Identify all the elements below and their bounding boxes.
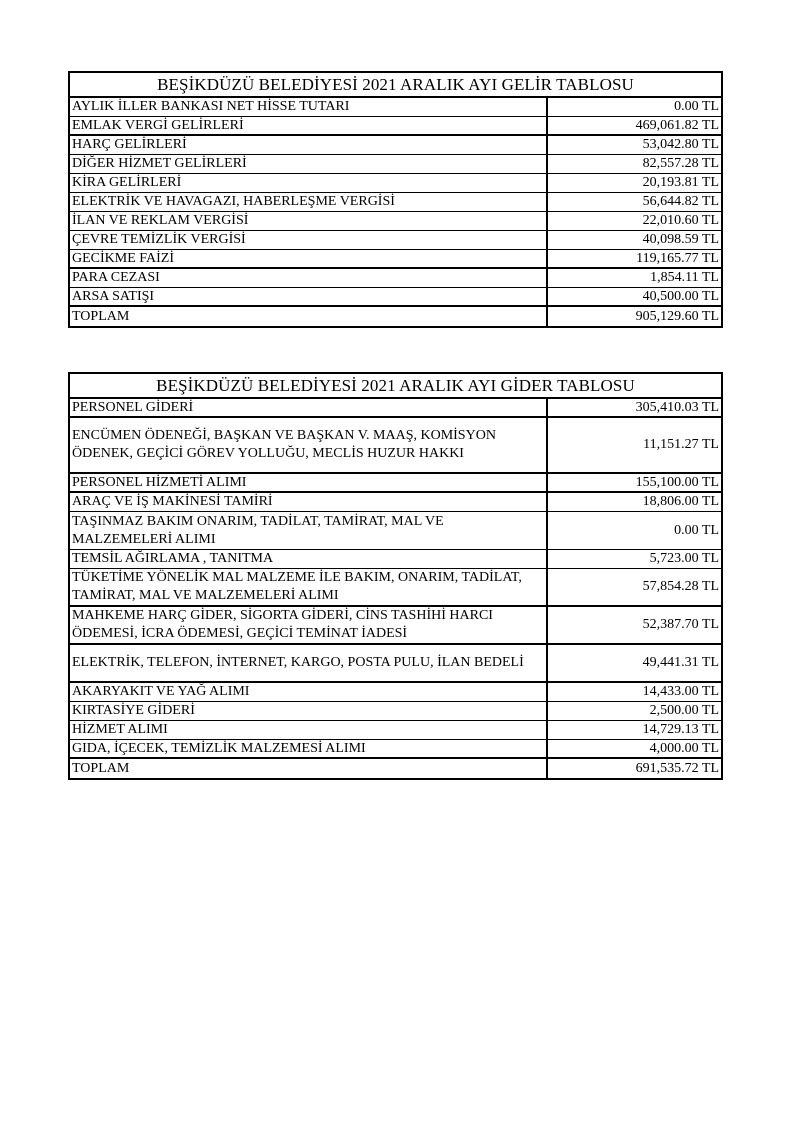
row-amount: 49,441.31 TL <box>642 655 719 670</box>
row-label: KIRTASİYE GİDERİ <box>70 702 548 720</box>
row-amount: 1,854.11 TL <box>650 270 719 285</box>
row-amount: 5,723.00 TL <box>649 551 719 566</box>
row-amount: 22,010.60 TL <box>642 213 719 228</box>
row-amount: 155,100.00 TL <box>635 474 719 490</box>
row-amount: 469,061.82 TL <box>635 117 719 133</box>
table-row <box>70 212 721 231</box>
row-amount: 40,098.59 TL <box>642 232 719 247</box>
row-label: ARSA SATIŞI <box>70 288 548 305</box>
row-label: İLAN VE REKLAM VERGİSİ <box>70 212 548 230</box>
table-row <box>70 512 721 550</box>
table-row <box>70 269 721 288</box>
total-row <box>70 307 721 326</box>
row-label: DİĞER HİZMET GELİRLERİ <box>70 155 548 173</box>
table-row <box>70 683 721 702</box>
row-amount: 2,500.00 TL <box>649 703 719 718</box>
table-row <box>70 645 721 683</box>
row-label: AKARYAKIT VE YAĞ ALIMI <box>70 683 548 701</box>
row-label: GECİKME FAİZİ <box>70 250 548 267</box>
table-row <box>70 399 721 418</box>
row-amount: 56,644.82 TL <box>642 194 719 209</box>
row-label: PERSONEL HİZMETİ ALIMI <box>70 474 548 491</box>
row-label: HARÇ GELİRLERİ <box>70 136 548 154</box>
total-amount: 691,535.72 TL <box>635 760 719 776</box>
total-amount: 905,129.60 TL <box>635 308 719 324</box>
table-row <box>70 231 721 250</box>
table-row <box>70 418 721 474</box>
expense-table <box>68 372 723 780</box>
row-amount: 305,410.03 TL <box>635 399 719 415</box>
table-row <box>70 740 721 759</box>
table-row <box>70 702 721 721</box>
income-table <box>68 71 723 328</box>
table-row <box>70 288 721 307</box>
row-label: TEMSİL AĞIRLAMA , TANITMA <box>70 550 548 568</box>
row-label: ENCÜMEN ÖDENEĞİ, BAŞKAN VE BAŞKAN V. MAAŞ, KOMİSYON ÖDENEK, GEÇİCİ GÖREV YOLLUĞU, MECLİS HUZUR HAKKI <box>70 418 548 472</box>
row-amount: 14,729.13 TL <box>642 722 719 737</box>
table-row <box>70 721 721 740</box>
row-amount: 52,387.70 TL <box>642 617 719 632</box>
row-label: PERSONEL GİDERİ <box>70 399 548 416</box>
total-label: TOPLAM <box>70 759 548 778</box>
row-amount: 4,000.00 TL <box>649 740 719 756</box>
table-row <box>70 98 721 117</box>
table-row <box>70 155 721 174</box>
row-amount: 20,193.81 TL <box>642 175 719 190</box>
row-label: KİRA GELİRLERİ <box>70 174 548 192</box>
row-label: AYLIK İLLER BANKASI NET HİSSE TUTARI <box>70 98 548 116</box>
row-amount: 11,151.27 TL <box>643 437 719 452</box>
row-label: PARA CEZASI <box>70 269 548 287</box>
row-amount: 119,165.77 TL <box>636 250 719 266</box>
table-row <box>70 550 721 569</box>
row-amount: 14,433.00 TL <box>642 684 719 699</box>
row-label: EMLAK VERGİ GELİRLERİ <box>70 117 548 134</box>
table-row <box>70 117 721 136</box>
table-row <box>70 569 721 607</box>
income-table-title: BEŞİKDÜZÜ BELEDİYESİ 2021 ARALIK AYI GELİR TABLOSU <box>70 73 721 98</box>
table-row <box>70 193 721 212</box>
row-label: ÇEVRE TEMİZLİK VERGİSİ <box>70 231 548 249</box>
total-row <box>70 759 721 778</box>
row-label: ELEKTRİK, TELEFON, İNTERNET, KARGO, POSTA PULU, İLAN BEDELİ <box>70 645 548 681</box>
row-amount: 57,854.28 TL <box>642 579 719 594</box>
row-label: ARAÇ VE İŞ MAKİNESİ TAMİRİ <box>70 493 548 511</box>
row-label: HİZMET ALIMI <box>70 721 548 739</box>
row-amount: 0.00 TL <box>674 522 719 538</box>
row-label: TAŞINMAZ BAKIM ONARIM, TADİLAT, TAMİRAT, MAL VE MALZEMELERİ ALIMI <box>70 512 548 549</box>
table-row <box>70 607 721 645</box>
table-row <box>70 474 721 493</box>
row-label: ELEKTRİK VE HAVAGAZI, HABERLEŞME VERGİSİ <box>70 193 548 211</box>
row-label: GIDA, İÇECEK, TEMİZLİK MALZEMESİ ALIMI <box>70 740 548 757</box>
table-row <box>70 493 721 512</box>
table-row <box>70 136 721 155</box>
total-label: TOPLAM <box>70 307 548 326</box>
row-label: TÜKETİME YÖNELİK MAL MALZEME İLE BAKIM, ONARIM, TADİLAT, TAMİRAT, MAL VE MALZEMELERİ ALIMI <box>70 569 548 605</box>
row-amount: 82,557.28 TL <box>642 156 719 171</box>
expense-table-title: BEŞİKDÜZÜ BELEDİYESİ 2021 ARALIK AYI GİDER TABLOSU <box>70 374 721 399</box>
row-amount: 40,500.00 TL <box>642 288 719 304</box>
row-label: MAHKEME HARÇ GİDER, SİGORTA GİDERİ, CİNS TASHİHİ HARCI ÖDEMESİ, İCRA ÖDEMESİ, GEÇİCİ TEMİNAT İADESİ <box>70 607 548 643</box>
row-amount: 18,806.00 TL <box>642 494 719 509</box>
table-row <box>70 174 721 193</box>
row-amount: 0.00 TL <box>674 99 719 114</box>
row-amount: 53,042.80 TL <box>642 137 719 152</box>
table-row <box>70 250 721 269</box>
